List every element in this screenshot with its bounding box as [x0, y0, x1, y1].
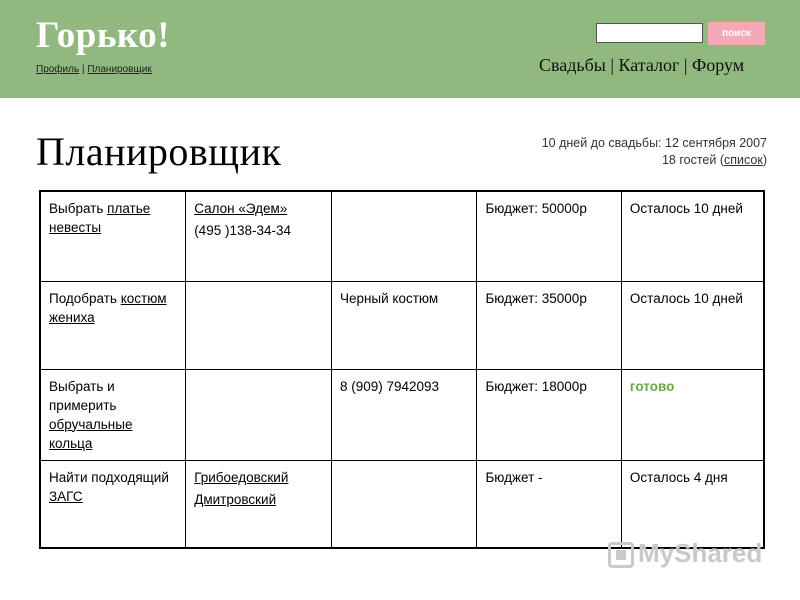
task-cell [40, 191, 186, 281]
table-row [40, 281, 764, 369]
guest-list-link[interactable]: список [724, 153, 763, 167]
note-cell [331, 460, 476, 548]
task-cell [40, 281, 186, 369]
budget-cell: Бюджет: 18000р [477, 369, 621, 460]
nav-separator: | [610, 55, 614, 75]
wedding-info [542, 135, 767, 169]
status-cell: Осталось 4 дня [621, 460, 764, 548]
nav-catalog[interactable]: Каталог [618, 55, 680, 75]
status-cell: Осталось 10 дней [621, 281, 764, 369]
task-link[interactable]: ЗАГС [49, 488, 83, 504]
task-text: Подобрать [49, 290, 121, 306]
nav-separator: | [683, 55, 688, 75]
table-row [40, 460, 764, 548]
site-header [0, 0, 800, 98]
contact-phone: (495 )138-34-34 [194, 223, 292, 238]
page-title: Планировщик [36, 129, 282, 174]
search-button[interactable]: поиск [708, 22, 765, 45]
nav-forum[interactable]: Форум [692, 55, 745, 75]
watermark-text: MyShared [638, 538, 763, 568]
status-cell: готово [621, 369, 764, 460]
budget-cell: Бюджет: 50000р [477, 191, 621, 281]
task-cell [40, 460, 186, 548]
task-link[interactable]: костюм жениха [49, 290, 167, 325]
subnav-separator: | [81, 64, 85, 75]
note-cell: Черный костюм [331, 281, 476, 369]
planner-link[interactable]: Планировщик [87, 64, 152, 75]
planner-table [39, 190, 765, 549]
table-row [40, 191, 764, 281]
task-text: Найти подходящий [49, 469, 169, 485]
guests-close: ) [762, 153, 767, 167]
guests-count: 18 гостей ( [661, 153, 725, 167]
contact-link[interactable]: Дмитровский [194, 491, 277, 507]
note-cell [331, 191, 476, 281]
budget-cell: Бюджет - [477, 460, 621, 548]
contact-cell [186, 369, 332, 460]
budget-cell: Бюджет: 35000р [477, 281, 621, 369]
sub-navigation [36, 64, 152, 75]
task-link[interactable]: обручальные кольца [49, 416, 133, 451]
countdown-text: 10 дней до свадьбы: 12 сентября 2007 [541, 136, 767, 150]
task-text: Выбрать [49, 201, 108, 216]
contact-cell [186, 460, 332, 548]
nav-weddings[interactable]: Свадьбы [539, 55, 606, 75]
note-cell: 8 (909) 7942093 [331, 369, 476, 460]
task-text: Выбрать и примерить [49, 378, 117, 413]
guests-line [542, 152, 767, 169]
watermark-logo-icon [608, 542, 634, 568]
status-cell: Осталось 10 дней [621, 191, 764, 281]
contact-link[interactable]: Грибоедовский [194, 469, 289, 485]
watermark [608, 538, 762, 569]
contact-cell [186, 191, 332, 281]
task-link[interactable]: платье невесты [49, 201, 151, 235]
site-logo[interactable]: Горько! [36, 15, 171, 56]
contact-link[interactable]: Салон «Эдем» [194, 201, 288, 216]
profile-link[interactable]: Профиль [36, 64, 80, 75]
task-cell [40, 369, 186, 460]
search-input[interactable] [596, 23, 703, 43]
main-navigation [539, 55, 744, 76]
contact-cell [186, 281, 332, 369]
table-row [40, 369, 764, 460]
